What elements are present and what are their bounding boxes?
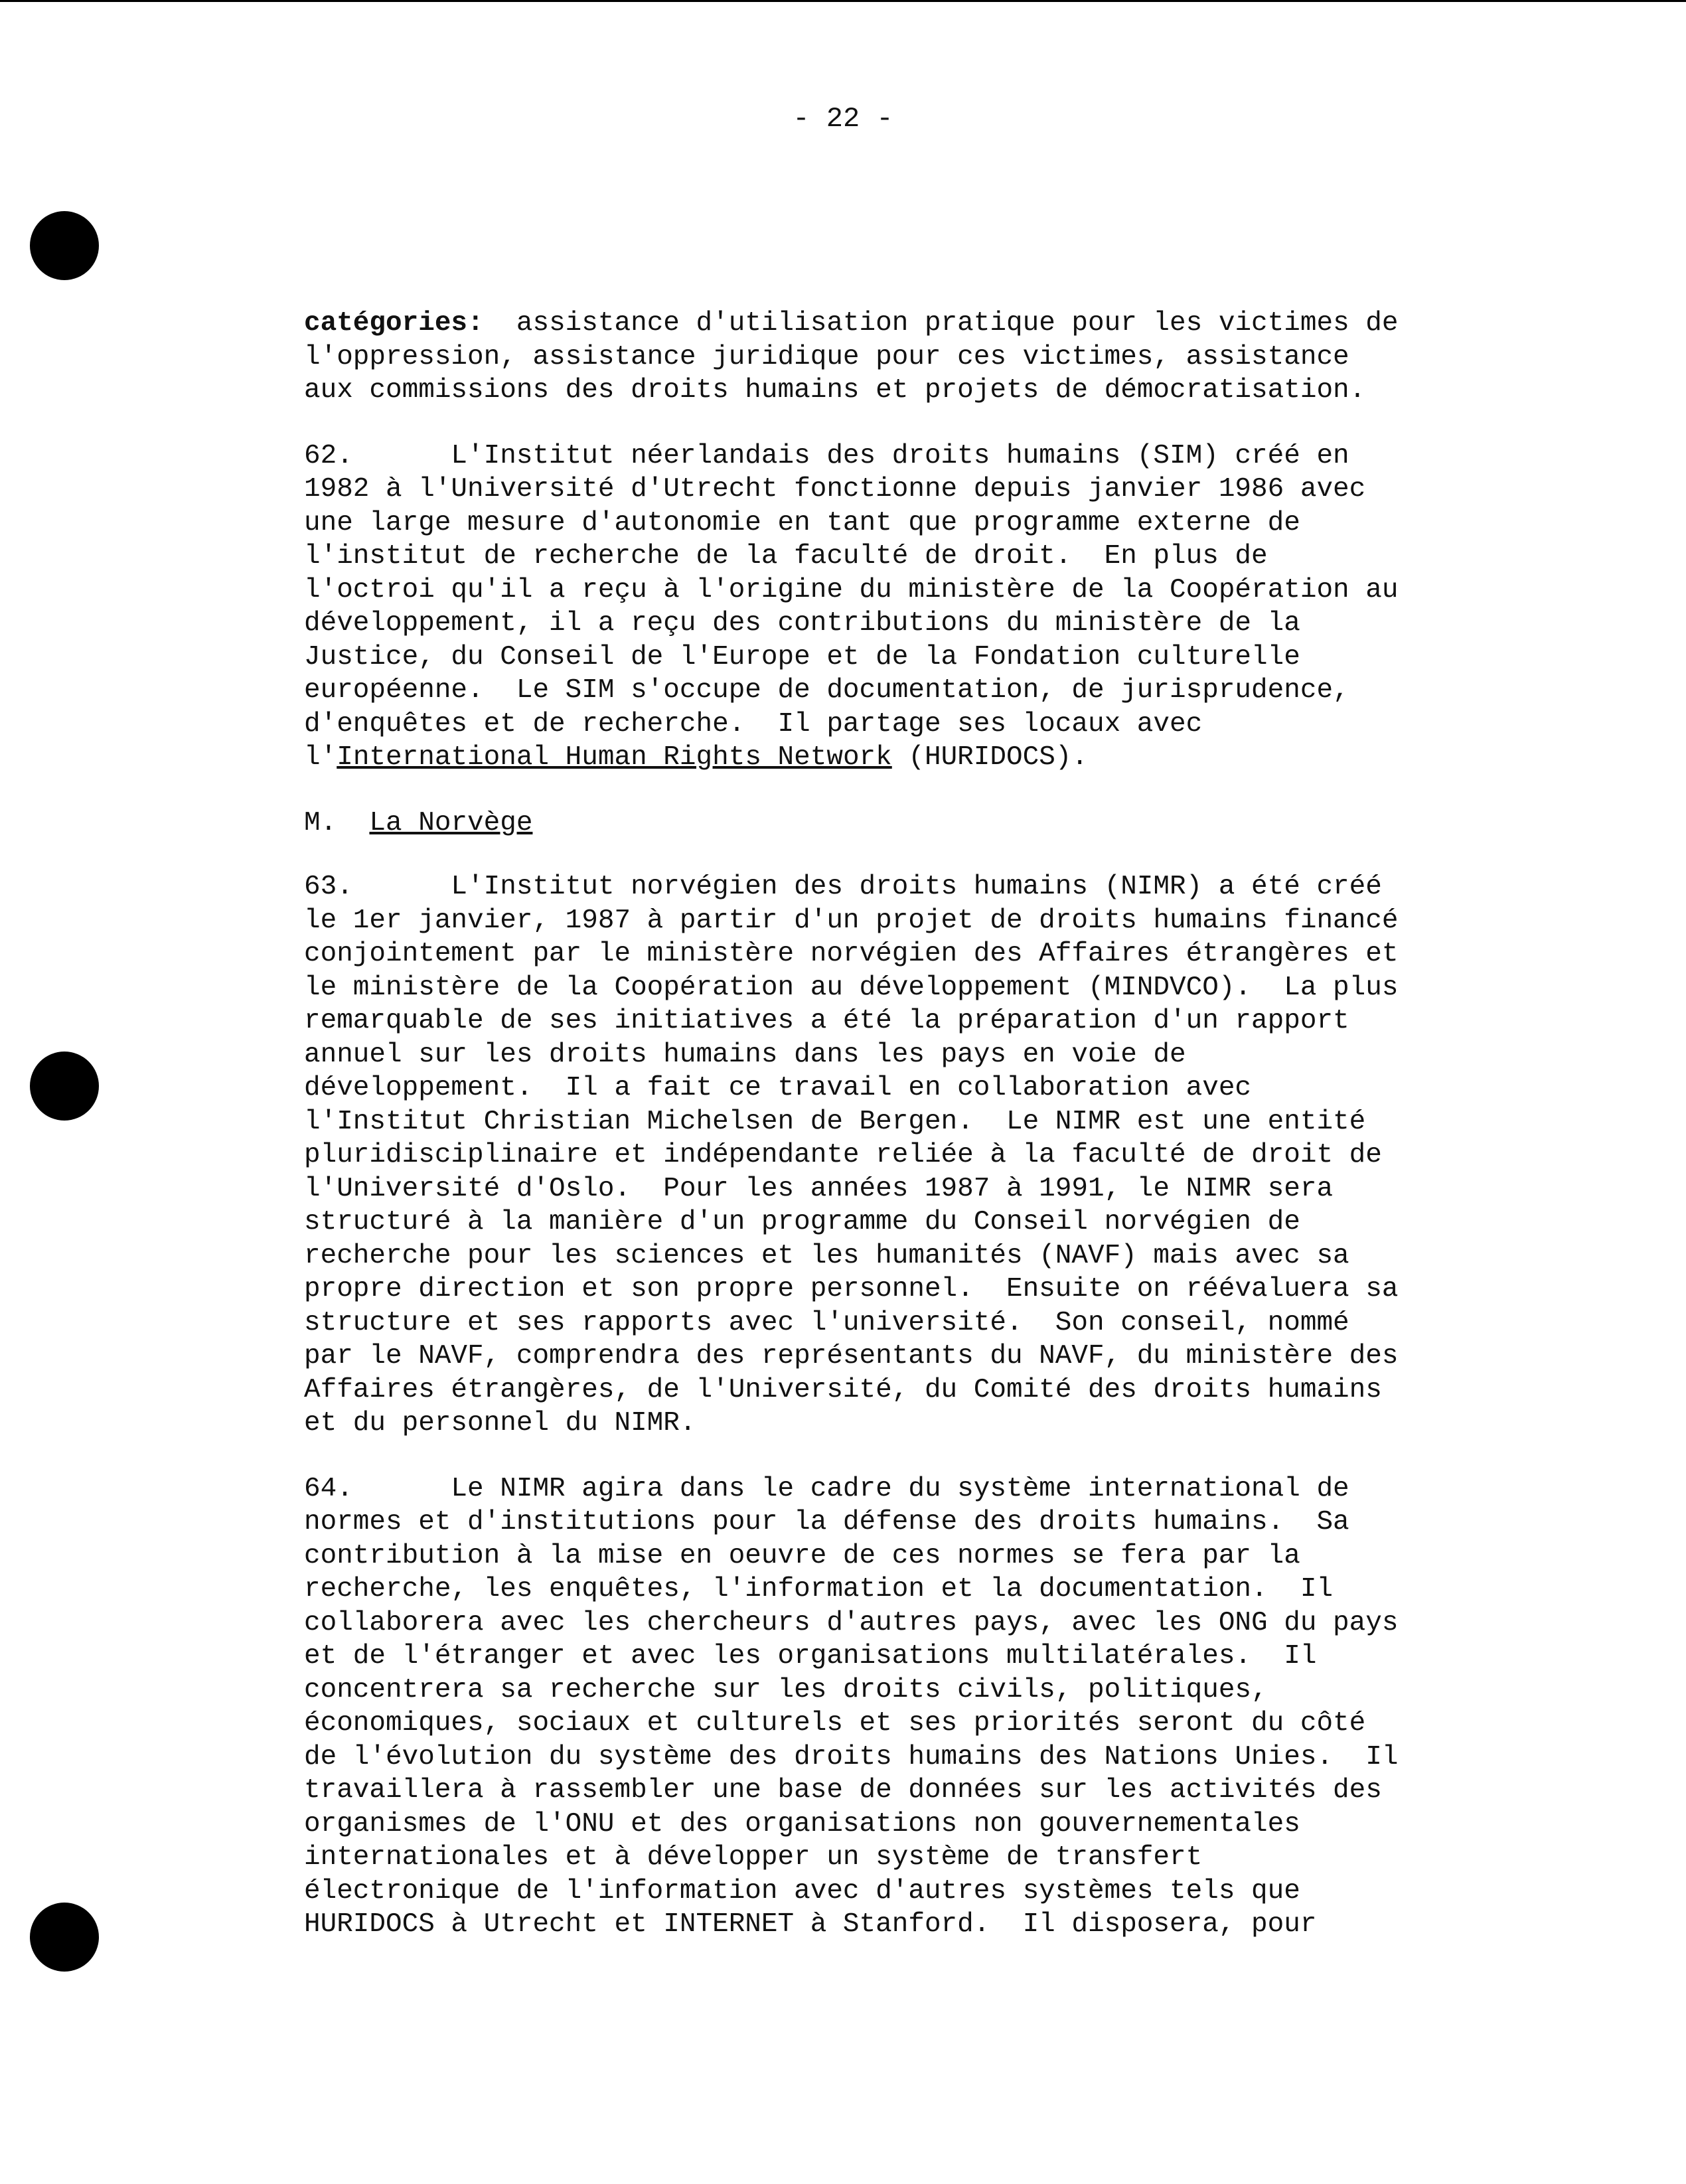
paragraph-line: annuel sur les droits humains dans les pays en voie de (304, 1039, 1186, 1070)
paragraph-line: le 1er janvier, 1987 à partir d'un projet de droits humains financé (304, 905, 1399, 936)
paragraph-line: recherche pour les sciences et les humanités (NAVF) mais avec sa (304, 1240, 1349, 1271)
paragraph-line: développement, il a reçu des contributions du ministère de la (304, 608, 1300, 639)
underlined-network-name: International Human Rights Network (337, 742, 892, 773)
intro-line: aux commissions des droits humains et projets de démocratisation. (304, 375, 1366, 406)
paragraph-line: travaillera à rassembler une base de données sur les activités des (304, 1775, 1382, 1806)
paragraph-line: l'octroi qu'il a reçu à l'origine du ministère de la Coopération au (304, 574, 1399, 605)
paragraph-line: Affaires étrangères, de l'Université, du Comité des droits humains (304, 1374, 1382, 1405)
paragraph-line: de l'évolution du système des droits humains des Nations Unies. Il (304, 1741, 1399, 1772)
paragraph-63 (304, 870, 1432, 1441)
page-number: - 22 - (793, 103, 893, 135)
paragraph-line: conjointement par le ministère norvégien des Affaires étrangères et (304, 939, 1399, 969)
paragraph-line: contribution à la mise en oeuvre de ces normes se fera par la (304, 1540, 1300, 1571)
paragraph-62 (304, 439, 1432, 775)
top-border-line (0, 0, 1686, 2)
paragraph-line: 63. L'Institut norvégien des droits humains (NIMR) a été créé (304, 872, 1382, 902)
paragraph-line: une large mesure d'autonomie en tant que programme externe de (304, 507, 1300, 538)
intro-paragraph (304, 307, 1432, 408)
section-letter: M. (304, 807, 370, 838)
paragraph-line: structuré à la manière d'un programme du Conseil norvégien de (304, 1207, 1300, 1237)
paragraph-line: HURIDOCS à Utrecht et INTERNET à Stanford. Il disposera, pour (304, 1909, 1317, 1940)
paragraph-line: et du personnel du NIMR. (304, 1408, 696, 1439)
paragraph-line: l'International Human Rights Network (HURIDOCS). (304, 742, 1089, 773)
punch-hole-top (30, 211, 99, 280)
paragraph-line: Justice, du Conseil de l'Europe et de la Fondation culturelle (304, 641, 1300, 672)
section-heading-m (304, 807, 1432, 840)
paragraph-line: internationales et à développer un système de transfert (304, 1842, 1203, 1873)
paragraph-line: d'enquêtes et de recherche. Il partage ses locaux avec (304, 708, 1203, 740)
paragraph-line: 64. Le NIMR agira dans le cadre du système international de (304, 1473, 1349, 1504)
punch-hole-bottom (30, 1903, 99, 1972)
paragraph-line: normes et d'institutions pour la défense des droits humains. Sa (304, 1507, 1349, 1537)
paragraph-line: l'Université d'Oslo. Pour les années 1987 à 1991, le NIMR sera (304, 1173, 1334, 1204)
intro-line: catégories: assistance d'utilisation pratique pour les victimes de (304, 308, 1399, 339)
paragraph-line: l'institut de recherche de la faculté de droit. En plus de (304, 541, 1268, 572)
paragraph-line: électronique de l'information avec d'autres systèmes tels que (304, 1875, 1300, 1907)
paragraph-line: structure et ses rapports avec l'université. Son conseil, nommé (304, 1307, 1349, 1338)
paragraph-line: l'Institut Christian Michelsen de Bergen. Le NIMR est une entité (304, 1106, 1366, 1137)
paragraph-line: propre direction et son propre personnel. Ensuite on réévaluera sa (304, 1274, 1399, 1304)
paragraph-line: recherche, les enquêtes, l'information et la documentation. Il (304, 1574, 1334, 1604)
paragraph-line: 1982 à l'Université d'Utrecht fonctionne depuis janvier 1986 avec (304, 474, 1366, 505)
punch-hole-middle (30, 1052, 99, 1121)
paragraph-line: par le NAVF, comprendra des représentants du NAVF, du ministère des (304, 1341, 1399, 1371)
paragraph-line: organismes de l'ONU et des organisations non gouvernementales (304, 1808, 1300, 1839)
paragraph-line: pluridisciplinaire et indépendante reliée à la faculté de droit de (304, 1140, 1382, 1170)
paragraph-line: concentrera sa recherche sur les droits civils, politiques, (304, 1674, 1268, 1705)
paragraph-64 (304, 1472, 1432, 1942)
paragraph-line: développement. Il a fait ce travail en collaboration avec (304, 1073, 1252, 1103)
paragraph-line: le ministère de la Coopération au développement (MINDVCO). La plus (304, 972, 1399, 1003)
paragraph-line: 62. L'Institut néerlandais des droits humains (SIM) créé en (304, 440, 1349, 471)
paragraph-line: européenne. Le SIM s'occupe de documentation, de jurisprudence, (304, 675, 1349, 706)
paragraph-line: remarquable de ses initiatives a été la préparation d'un rapport (304, 1006, 1349, 1036)
document-body (304, 307, 1432, 1974)
paragraph-line: économiques, sociaux et culturels et ses priorités seront du côté (304, 1708, 1366, 1739)
section-title: La Norvège (369, 807, 533, 838)
intro-lead-term: catégories: (304, 308, 484, 339)
paragraph-line: et de l'étranger et avec les organisations multilatérales. Il (304, 1641, 1317, 1672)
intro-line: l'oppression, assistance juridique pour ces victimes, assistance (304, 341, 1349, 372)
paragraph-line: collaborera avec les chercheurs d'autres pays, avec les ONG du pays (304, 1607, 1399, 1638)
